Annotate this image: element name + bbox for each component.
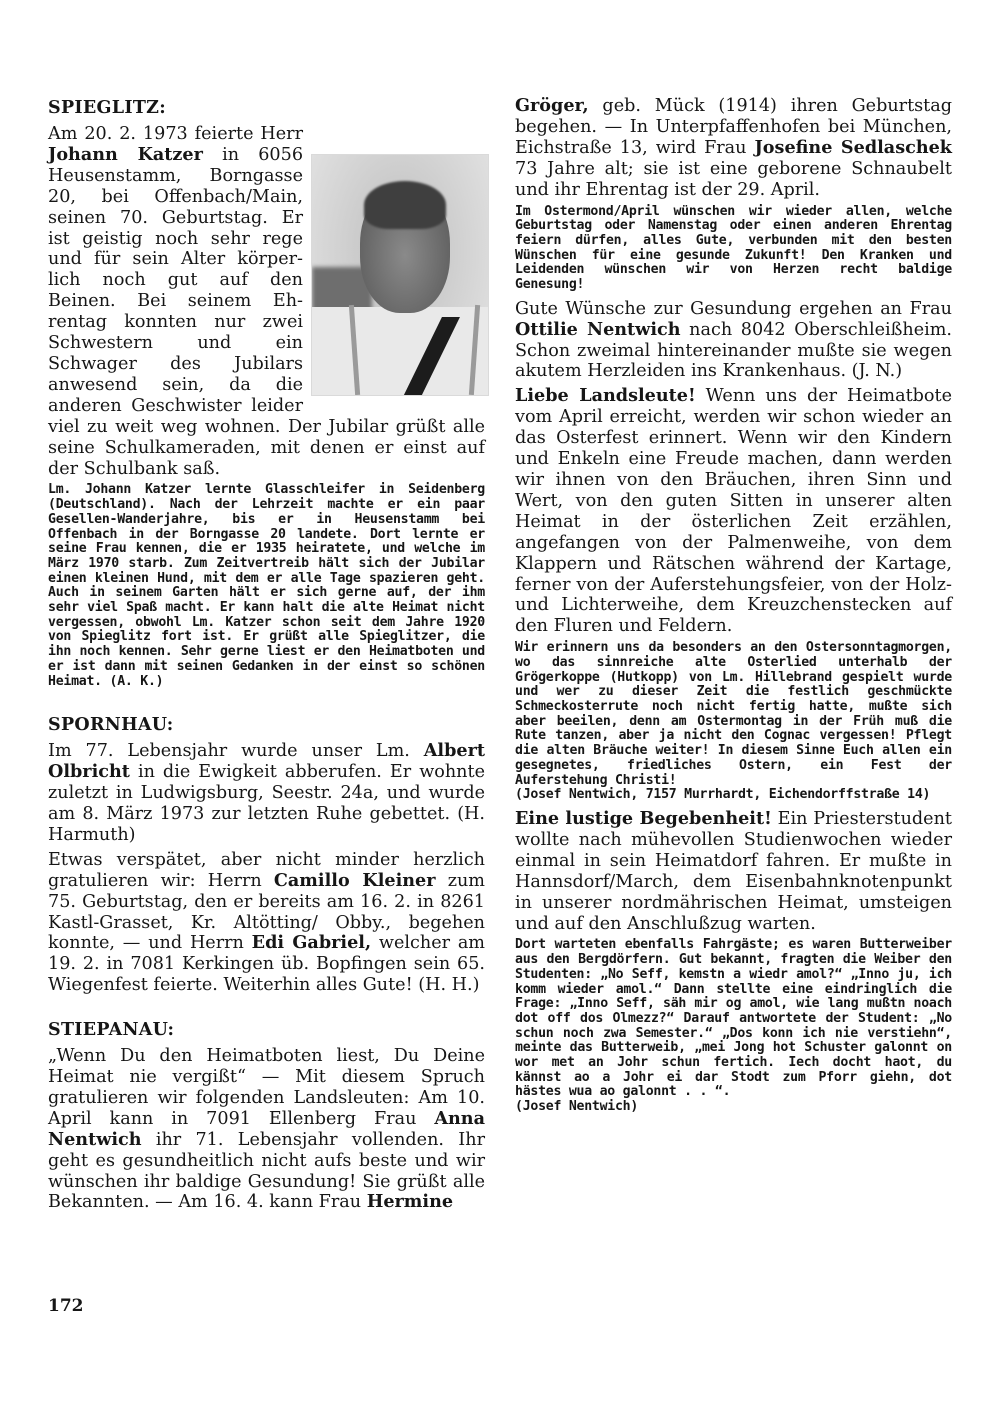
photo-shirt [312, 307, 488, 396]
portrait-photo [311, 154, 489, 396]
paragraph [48, 1046, 485, 1213]
person-name: Camillo Kleiner [273, 869, 436, 891]
text: „Wenn Du den Heimatboten liest, Du Deine Heimat nie vergißt“ — Mit diesem Spruch gratulieren wir folgenden Landsleuten: Am 10. April kann in 7091 Ellenberg Frau [48, 1046, 485, 1129]
paragraph [515, 809, 952, 934]
paragraph [48, 741, 485, 846]
section-heading: SPORNHAU: [48, 715, 174, 736]
person-name: Anna Nentwich [48, 1107, 485, 1150]
paragraph [515, 299, 952, 383]
person-name: Albert Olbricht [48, 740, 485, 783]
page-number: 172 [48, 1296, 84, 1316]
text: Etwas verspätet, aber nicht minder herzlich gratulieren wir: Herrn [48, 849, 485, 891]
text: nach 8042 Oberschleißheim. Schon zweimal hintereinander mußte sie wegen akutem Herzleiden ins Krankenhaus. (J. N.) [515, 319, 953, 382]
paragraph [515, 96, 952, 201]
text: 73 Jahre alt; sie ist eine geborene Schnaubelt und ihr Ehrentag ist der 29. April. [515, 158, 952, 200]
text: welcher am 19. 2. in 7081 Kerkingen üb. Bopfingen sein 65. Wiegenfest feierte. Weiterhin alles Gute! (H. H.) [48, 933, 485, 996]
person-name: Hermine [366, 1191, 454, 1213]
text: Gute Wünsche zur Gesundung ergehen an Frau [515, 298, 952, 319]
person-name: Edi Gabriel, [251, 932, 372, 954]
person-name: Josefine Sedlaschek [754, 136, 953, 158]
text: zum 75. Geburtstag, den er bereits am 16. 2. in 8261 Kastl-Grasset, Kr. Altötting/ Obby., begehen konnte, — und Herrn [48, 870, 485, 954]
left-column [48, 96, 485, 1217]
text: geb. Mück (1914) ihren Geburtstag begehen. — In Unterpfaffenhofen bei München, Eichstraße 13, wird Frau [515, 96, 952, 158]
person-name: Johann Katzer [48, 143, 203, 165]
section-heading: SPIEGLITZ: [48, 98, 167, 118]
section-spornhau [48, 713, 485, 996]
lead-in: Eine lustige Begebenheit! [515, 807, 772, 829]
person-name: Ottilie Nentwich [515, 318, 681, 340]
text: Ein Priesterstudent wollte nach mühevollen Studienwochen wieder einmal in sein Heimatdorf fahren. Er mußte in Hannsdorf/March, dem Eisenbahnknotenpunkt in unserer nordmährischen Heimat, umsteigen und auf den Anschlußzug warten. [515, 808, 952, 934]
person-name: Gröger, [515, 95, 589, 116]
section-stiepanau [48, 1018, 485, 1213]
right-column [515, 96, 952, 1121]
paragraph [515, 386, 952, 637]
photo-hair [364, 181, 446, 229]
paragraph [48, 850, 485, 996]
paragraph-small: Im Ostermond/April wünschen wir wieder allen, welche Geburtstag oder Namenstag oder einen anderen Ehrentag feiern dürfen, alles Gute, verbunden mit den besten Wünschen für eine gesunde Zukunft! Den Kranken und Leidenden wünschen wir von Herzen recht baldige Genesung! [515, 203, 952, 293]
text: ihr 71. Lebensjahr vollenden. Ihr geht es gesundheitlich nicht aufs beste und wir wünschen ihr baldige Gesundung! Sie grüßt alle Bekannten. — Am 16. 4. kann Frau [48, 1129, 485, 1213]
text: Im 77. Lebensjahr wurde unser Lm. [48, 741, 424, 762]
paragraph-small: Wir erinnern uns da besonders an den Ostersonntagmorgen, wo das sinnreiche alte Osterlied unterhalb der Grögerkoppe (Hutkopp) von Lm. Hillebrand gespielt wurde und wer zu dieser Zeit die festlich geschmückte Schmeckosterrute noch nicht fertig hatte, mußte sich aber beeilen, denn am Ostermontag in der Früh muß die Rute tanzen, aber ja nicht den Cognac vergessen! Pflegt die alten Bräuche weiter! In diesem Sinne Euch allen ein gesegnetes, friedliches Ostern, ein Fest der Auferstehung Christi! [515, 640, 952, 788]
lead-in: Liebe Landsleute! [515, 385, 696, 407]
text: in die Ewigkeit abberufen. Er wohnte zuletzt in Ludwigsburg, Seestr. 24a, und wurde am 8. März 1973 zur letzten Ruhe gebettet. (H. Harmuth) [48, 762, 485, 845]
text: Wenn uns der Heimatbote vom April erreicht, werden wir schon wieder an das Osterfest erinnert. Wenn wir den Kindern und Enkeln eine Freude machen, dann werden wir ihnen von den Bräuchen, ihren Sinn und Wert, von den guten Sitten in unserer alten Heimat in der österlichen Zeit erzählen, angefangen von der Palmenweihe, von dem Klappern und Rätschen während der Kartage, ferner von der Auferstehungsfeier, von der Holz- und Lichterweihe, dem Kreuzchenstecken auf den Fluren und Feldern. [515, 386, 952, 637]
paragraph-small: Lm. Johann Katzer lernte Glasschleifer in Seidenberg (Deutschland). Nach der Lehrzeit machte er ein paar Gesellen-Wanderjahre, bis er in Heusenstamm bei Offenbach in der Borngasse 20 landete. Dort lernte er seine Frau kennen, die er 1935 heiratete, und welche im März 1970 starb. Zum Zeitvertreib hält sich der Jubilar einen kleinen Hund, mit dem er alle Tage spazieren geht. Auch in seinem Garten hält er sich gerne auf, der ihm sehr viel Spaß macht. Er kann halt die alte Heimat nicht vergessen, obwohl Lm. Katzer schon seit dem Jahre 1920 von Spieglitz fort ist. Er grüßt alle Spieglitzer, die ihn noch kennen. Sehr gerne liest er den Heimatboten und er ist dann mit seinen Gedanken in der einst so schönen Heimat. (A. K.) [48, 482, 485, 689]
paragraph-small: Dort warteten ebenfalls Fahrgäste; es waren Butterweiber aus den Bergdörfern. Gut bekannt, fragten die Weiber den Studenten: „No Seff, kemstn a wiedr amol?“ „Inno ju, ich komm wieder amol.“ Dann stellte eine eindringlich die Frage: „Inno Seff, säh mir og amol, wie lang mußtn noach dot off dos Olmezz?“ Darauf antwortete der Student: „No schun noch zwa Semester.“ „Dos konn ich nie verstiehn“, meinte das Butterweib, „mei Jong hot Schuster galonnt on wor met an Johr schun fertich. Iech docht haot, du kännst ao a Johr ei dar Stodt zum Pforr giehn, dot hästes wua ao galonnt . . “. [515, 937, 952, 1100]
section-heading: STIEPANAU: [48, 1020, 175, 1041]
signature: (Josef Nentwich) [515, 1099, 639, 1115]
text: in 6056 Heusenstamm, Borngasse 20, bei Offenbach/Main, seinen 70. Geburtstag. Er ist geistig noch sehr rege und für sein Alter körperlich noch gut auf den Beinen. Bei seinem Ehrentag konnten nur zwei Schwestern und ein Schwager des Jubilars anwesend sein, da die anderen Geschwister leider viel zu weit weg wohnen. Der Jubilar grüßt alle seine Schulkameraden, mit denen er einst auf der Schulbank saß. [48, 144, 485, 479]
section-spieglitz [48, 96, 485, 689]
text: Am 20. 2. 1973 feierte Herr [48, 124, 303, 144]
signature: (Josef Nentwich, 7157 Murrhardt, Eichendorffstraße 14) [515, 787, 931, 803]
